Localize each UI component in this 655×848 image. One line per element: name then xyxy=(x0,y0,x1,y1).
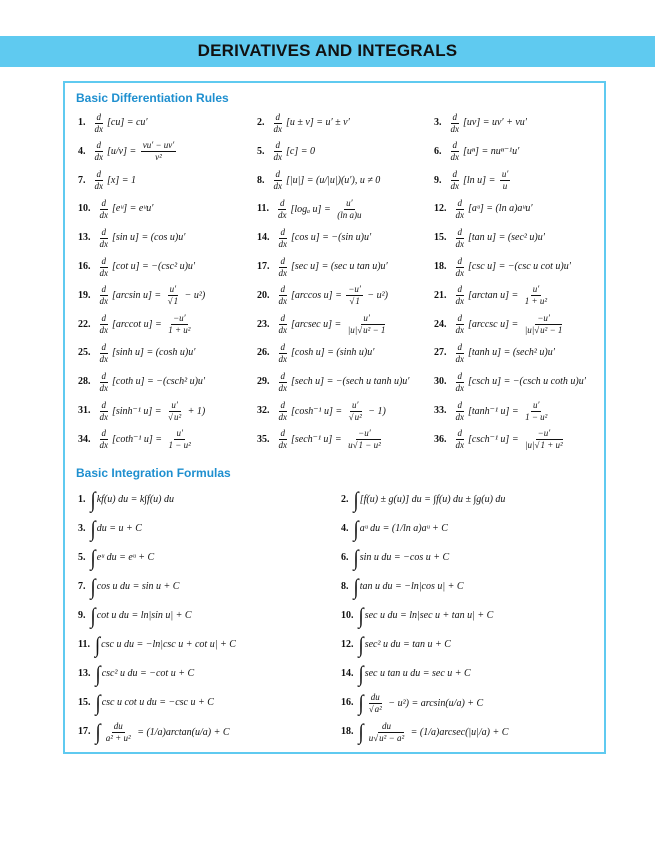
rule-number: 20. xyxy=(257,289,270,301)
rule-formula: [coth⁻¹ u] = $\frac{u'}{\text{1 − u²}}$ xyxy=(112,428,191,451)
integration-section-title: Basic Integration Formulas xyxy=(76,466,231,480)
differentiation-rule: 17. d dx [sec u] = (sec u tan u)u′ xyxy=(257,255,388,278)
rule-formula: [arccot u] = $\frac{-u'}{\text{1 + u²}}$ xyxy=(112,313,191,336)
formula-text: csc u cot u du = −csc u + C xyxy=(101,697,214,708)
rule-number: 21. xyxy=(434,289,447,301)
formula-text: sin u du = −cos u + C xyxy=(359,552,450,563)
rule-formula: [coth u] = −(csch² u)u′ xyxy=(112,376,206,388)
integral-sign: ∫ xyxy=(90,545,96,571)
differentiation-rule: 35. d dx [sech⁻¹ u] = $\frac{-u'}{\text{u√1 − u²}}$ xyxy=(257,429,385,451)
formula-number: 13. xyxy=(78,668,91,679)
rule-number: 2. xyxy=(257,117,265,128)
integration-formula xyxy=(78,489,174,511)
integration-formula xyxy=(78,518,142,540)
formula-text: $\frac{du}{\text{u√u² − a²}}$ = (1/a)arcsec(|u|/a) + C xyxy=(368,720,509,743)
rule-formula: [arccos u] = $\frac{-u'}{√1}$ − u²) xyxy=(291,284,388,307)
formula-text: kf(u) du = k∫f(u) du xyxy=(96,494,174,505)
integration-formula xyxy=(341,721,508,743)
rule-number: 32. xyxy=(257,405,270,416)
rule-number: 16. xyxy=(78,261,91,272)
differentiation-rule: 36. d dx [csch⁻¹ u] = $\frac{-u'}{\text{|u|√1 + u²}}$ xyxy=(434,429,567,451)
integration-formula xyxy=(78,634,236,656)
rule-number: 23. xyxy=(257,318,270,330)
integral-sign: ∫ xyxy=(95,690,101,716)
rule-number: 3. xyxy=(434,117,442,128)
differentiation-rule: 27. d dx [tanh u] = (sech² u)u′ xyxy=(434,341,555,364)
integral-sign: ∫ xyxy=(90,516,96,542)
formula-number: 12. xyxy=(341,639,354,650)
rule-number: 6. xyxy=(434,145,442,157)
differentiation-rule: 29. d dx [sech u] = −(sech u tanh u)u′ xyxy=(257,370,410,393)
formula-number: 7. xyxy=(78,581,86,592)
differentiation-rule: 14. d dx [cos u] = −(sin u)u′ xyxy=(257,226,372,249)
rule-number: 34. xyxy=(78,433,91,445)
rule-number: 31. xyxy=(78,405,91,416)
rule-formula: [uv] = uv′ + vu′ xyxy=(463,117,527,128)
differentiation-rule: 11. d dx [logₐ u] = $\frac{u'}{\text{(ln a)u}}$ xyxy=(257,198,365,220)
rule-number: 1. xyxy=(78,117,86,128)
formula-number: 11. xyxy=(78,639,90,650)
integration-formula xyxy=(341,634,451,656)
differentiation-rule: 25. d dx [sinh u] = (cosh u)u′ xyxy=(78,341,196,364)
formula-text: [f(u) ± g(u)] du = ∫f(u) du ± ∫g(u) du xyxy=(359,494,506,505)
differentiation-rule: 26. d dx [cosh u] = (sinh u)u′ xyxy=(257,341,375,364)
formula-number: 8. xyxy=(341,581,349,592)
differentiation-rule: 18. d dx [csc u] = −(csc u cot u)u′ xyxy=(434,255,571,278)
rule-number: 13. xyxy=(78,232,91,244)
formula-number: 16. xyxy=(341,697,354,708)
integration-formula xyxy=(78,547,154,569)
formula-text: csc² u du = −cot u + C xyxy=(101,668,195,679)
formula-text: sec² u du = tan u + C xyxy=(364,639,451,650)
differentiation-rule: 5. d dx [c] = 0 xyxy=(257,140,315,163)
rule-formula: [|u|] = (u/|u|)(u′), u ≠ 0 xyxy=(286,174,381,186)
rule-formula: [csc u] = −(csc u cot u)u′ xyxy=(468,261,571,272)
formula-number: 18. xyxy=(341,726,354,737)
rule-number: 11. xyxy=(257,203,269,215)
rule-formula: [u ± v] = u′ ± v′ xyxy=(286,117,350,128)
integral-sign: ∫ xyxy=(90,574,96,600)
rule-formula: [sinh⁻¹ u] = $\frac{u'}{\text{√u²}}$ + 1) xyxy=(112,399,206,422)
differentiation-rule: 10. d dx [eᵘ] = eᵘu′ xyxy=(78,197,154,220)
rule-formula: [arcsin u] = $\frac{u'}{√1}$ − u²) xyxy=(112,284,206,307)
differentiation-rule: 23. d dx [arcsec u] = $\frac{u'}{\text{|u|√u² − 1}}$ xyxy=(257,314,389,336)
page-title: DERIVATIVES AND INTEGRALS xyxy=(197,41,458,60)
integration-formula xyxy=(341,547,449,569)
differentiation-rule: 19. d dx [arcsin u] = $\frac{u'}{√1}$ − u²) xyxy=(78,284,206,307)
formula-number: 9. xyxy=(78,610,86,621)
differentiation-rule: 24. d dx [arccsc u] = $\frac{-u'}{\text{|u|√u² − 1}}$ xyxy=(434,314,566,336)
rule-formula: [sinh u] = (cosh u)u′ xyxy=(112,347,196,359)
integral-sign: ∫ xyxy=(353,545,359,571)
differentiation-rule: 31. d dx [sinh⁻¹ u] = $\frac{u'}{\text{√u²}}$ + 1) xyxy=(78,399,206,422)
integration-formula xyxy=(78,576,179,598)
rule-formula: [aᵘ] = (ln a)aᵘu′ xyxy=(468,203,533,215)
differentiation-rule: 12. d dx [aᵘ] = (ln a)aᵘu′ xyxy=(434,197,533,220)
formula-text: eᵘ du = eᵘ + C xyxy=(96,552,155,563)
formula-number: 5. xyxy=(78,552,86,563)
formula-text: $\frac{du}{\text{a² + u²}}$ = (1/a)arctan(u/a) + C xyxy=(105,720,230,743)
integration-formula xyxy=(341,692,483,714)
formula-text: csc u du = −ln|csc u + cot u| + C xyxy=(101,639,236,650)
rule-number: 30. xyxy=(434,376,447,388)
formula-text: sec u tan u du = sec u + C xyxy=(364,668,471,679)
integral-sign: ∫ xyxy=(353,516,359,542)
formula-text: $\frac{du}{\text{√a²}}$ − u²) = arcsin(u/a) + C xyxy=(368,691,484,714)
rule-formula: [arccsc u] = $\frac{-u'}{\text{|u|√u² − 1}}$ xyxy=(468,313,563,336)
differentiation-section-title: Basic Differentiation Rules xyxy=(76,91,229,105)
rule-formula: [logₐ u] = $\frac{u'}{\text{(ln a)u}}$ xyxy=(290,197,362,220)
rule-number: 36. xyxy=(434,433,447,445)
rule-formula: [cosh u] = (sinh u)u′ xyxy=(291,347,375,359)
rule-number: 10. xyxy=(78,203,91,215)
differentiation-rule: 2. d dx [u ± v] = u′ ± v′ xyxy=(257,111,350,134)
differentiation-rule: 34. d dx [coth⁻¹ u] = $\frac{u'}{\text{1 − u²}}$ xyxy=(78,429,195,451)
rule-number: 33. xyxy=(434,405,447,416)
differentiation-rule: 1. d dx [cu] = cu′ xyxy=(78,111,148,134)
integral-sign: ∫ xyxy=(90,603,96,629)
formula-text: cos u du = sin u + C xyxy=(96,581,180,592)
rule-formula: [cu] = cu′ xyxy=(107,117,148,128)
rule-number: 28. xyxy=(78,376,91,388)
differentiation-rule: 28. d dx [coth u] = −(csch² u)u′ xyxy=(78,370,206,393)
rule-formula: [c] = 0 xyxy=(286,145,315,157)
integration-formula xyxy=(78,692,214,714)
integral-sign: ∫ xyxy=(90,487,96,513)
integration-formula xyxy=(341,576,464,598)
rule-number: 17. xyxy=(257,261,270,272)
integration-formula xyxy=(341,605,493,627)
formula-number: 3. xyxy=(78,523,86,534)
rule-number: 29. xyxy=(257,376,270,388)
formula-text: cot u du = ln|sin u| + C xyxy=(96,610,192,621)
integral-sign: ∫ xyxy=(358,690,364,716)
rule-formula: [tanh⁻¹ u] = $\frac{u'}{\text{1 − u²}}$ xyxy=(468,399,548,422)
differentiation-rule: 33. d dx [tanh⁻¹ u] = $\frac{u'}{\text{1 − u²}}$ xyxy=(434,400,551,422)
rule-formula: [sin u] = (cos u)u′ xyxy=(112,232,186,244)
differentiation-rule: 6. d dx [uⁿ] = nuⁿ⁻¹u′ xyxy=(434,140,520,163)
formula-number: 2. xyxy=(341,494,349,505)
formula-number: 15. xyxy=(78,697,91,708)
rule-formula: [uⁿ] = nuⁿ⁻¹u′ xyxy=(463,145,520,157)
integral-sign: ∫ xyxy=(358,719,364,745)
rule-formula: [ln u] = $\frac{u'}{u}$ xyxy=(463,169,509,192)
differentiation-rule: 3. d dx [uv] = uv′ + vu′ xyxy=(434,111,527,134)
integral-sign: ∫ xyxy=(358,661,364,687)
title-banner xyxy=(0,36,655,67)
rule-number: 8. xyxy=(257,174,265,186)
rule-formula: [csch u] = −(csch u coth u)u′ xyxy=(468,376,586,388)
rule-formula: [cot u] = −(csc² u)u′ xyxy=(112,261,196,272)
rule-number: 7. xyxy=(78,174,86,186)
integral-sign: ∫ xyxy=(358,632,364,658)
differentiation-rule: 16. d dx [cot u] = −(csc² u)u′ xyxy=(78,255,196,278)
integration-formula xyxy=(78,605,192,627)
integral-sign: ∫ xyxy=(94,632,101,658)
rule-number: 24. xyxy=(434,318,447,330)
differentiation-rule: 22. d dx [arccot u] = $\frac{-u'}{\text{1 + u²}}$ xyxy=(78,314,195,336)
rule-number: 4. xyxy=(78,145,86,157)
rule-formula: [eᵘ] = eᵘu′ xyxy=(112,203,154,215)
rule-formula: [x] = 1 xyxy=(107,174,136,186)
rule-formula: [sec u] = (sec u tan u)u′ xyxy=(291,261,388,272)
differentiation-rule: 32. d dx [cosh⁻¹ u] = $\frac{u'}{\text{√u²}}$ − 1) xyxy=(257,399,386,422)
differentiation-rule: 7. d dx [x] = 1 xyxy=(78,169,136,192)
rule-number: 35. xyxy=(257,433,270,445)
formula-text: sec u du = ln|sec u + tan u| + C xyxy=(364,610,494,621)
differentiation-rule: 20. d dx [arccos u] = $\frac{-u'}{√1}$ − u²) xyxy=(257,284,388,307)
rule-formula: [arctan u] = $\frac{u'}{\text{1 + u²}}$ xyxy=(468,284,548,307)
differentiation-rule: 15. d dx [tan u] = (sec² u)u′ xyxy=(434,226,545,249)
formula-text: aᵘ du = (1/ln a)aᵘ + C xyxy=(359,523,448,534)
rule-number: 18. xyxy=(434,261,447,272)
formula-number: 10. xyxy=(341,610,354,621)
integral-sign: ∫ xyxy=(95,719,101,745)
integration-formula xyxy=(341,518,448,540)
rule-number: 5. xyxy=(257,145,265,157)
rule-number: 9. xyxy=(434,174,442,186)
rule-formula: [csch⁻¹ u] = $\frac{-u'}{\text{|u|√1 + u²}}$ xyxy=(468,428,563,451)
integral-sign: ∫ xyxy=(353,487,359,513)
differentiation-rule: 4. d dx [u/v] = $\frac{vu' - uv'}{\text{v²}}$ xyxy=(78,141,178,163)
rule-number: 12. xyxy=(434,203,447,215)
differentiation-rule: 13. d dx [sin u] = (cos u)u′ xyxy=(78,226,186,249)
formula-text: tan u du = −ln|cos u| + C xyxy=(359,581,464,592)
rule-number: 14. xyxy=(257,232,270,244)
rule-formula: [cos u] = −(sin u)u′ xyxy=(291,232,372,244)
differentiation-rule: 9. d dx [ln u] = $\frac{u'}{u}$ xyxy=(434,170,512,192)
rule-number: 19. xyxy=(78,289,91,301)
rule-formula: [sech⁻¹ u] = $\frac{-u'}{\text{u√1 − u²}}$ xyxy=(291,428,381,451)
integration-formula xyxy=(341,663,471,685)
formula-text: du = u + C xyxy=(96,523,142,534)
rule-number: 22. xyxy=(78,318,91,330)
rule-number: 25. xyxy=(78,347,91,359)
rule-formula: [u/v] = $\frac{vu' - uv'}{\text{v²}}$ xyxy=(107,140,175,163)
rule-formula: [cosh⁻¹ u] = $\frac{u'}{\text{√u²}}$ − 1) xyxy=(291,399,386,422)
formula-number: 17. xyxy=(78,726,91,737)
integration-formula xyxy=(78,663,194,685)
rule-number: 27. xyxy=(434,347,447,359)
differentiation-rule: 8. d dx [|u|] = (u/|u|)(u′), u ≠ 0 xyxy=(257,169,381,192)
integral-sign: ∫ xyxy=(358,603,364,629)
formula-number: 14. xyxy=(341,668,354,679)
rule-number: 15. xyxy=(434,232,447,244)
rule-formula: [sech u] = −(sech u tanh u)u′ xyxy=(291,376,410,388)
integral-sign: ∫ xyxy=(353,574,359,600)
differentiation-rule: 30. d dx [csch u] = −(csch u coth u)u′ xyxy=(434,370,586,393)
rule-formula: [arcsec u] = $\frac{u'}{\text{|u|√u² − 1}}$ xyxy=(291,313,386,336)
rule-formula: [tan u] = (sec² u)u′ xyxy=(468,232,545,244)
integration-formula xyxy=(341,489,505,511)
integral-sign: ∫ xyxy=(95,661,101,687)
formula-number: 6. xyxy=(341,552,349,563)
integration-formula xyxy=(78,721,230,743)
differentiation-rule: 21. d dx [arctan u] = $\frac{u'}{\text{1 + u²}}$ xyxy=(434,285,551,307)
formula-number: 4. xyxy=(341,523,349,534)
rule-formula: [tanh u] = (sech² u)u′ xyxy=(468,347,555,359)
formula-number: 1. xyxy=(78,494,86,505)
rule-number: 26. xyxy=(257,347,270,359)
